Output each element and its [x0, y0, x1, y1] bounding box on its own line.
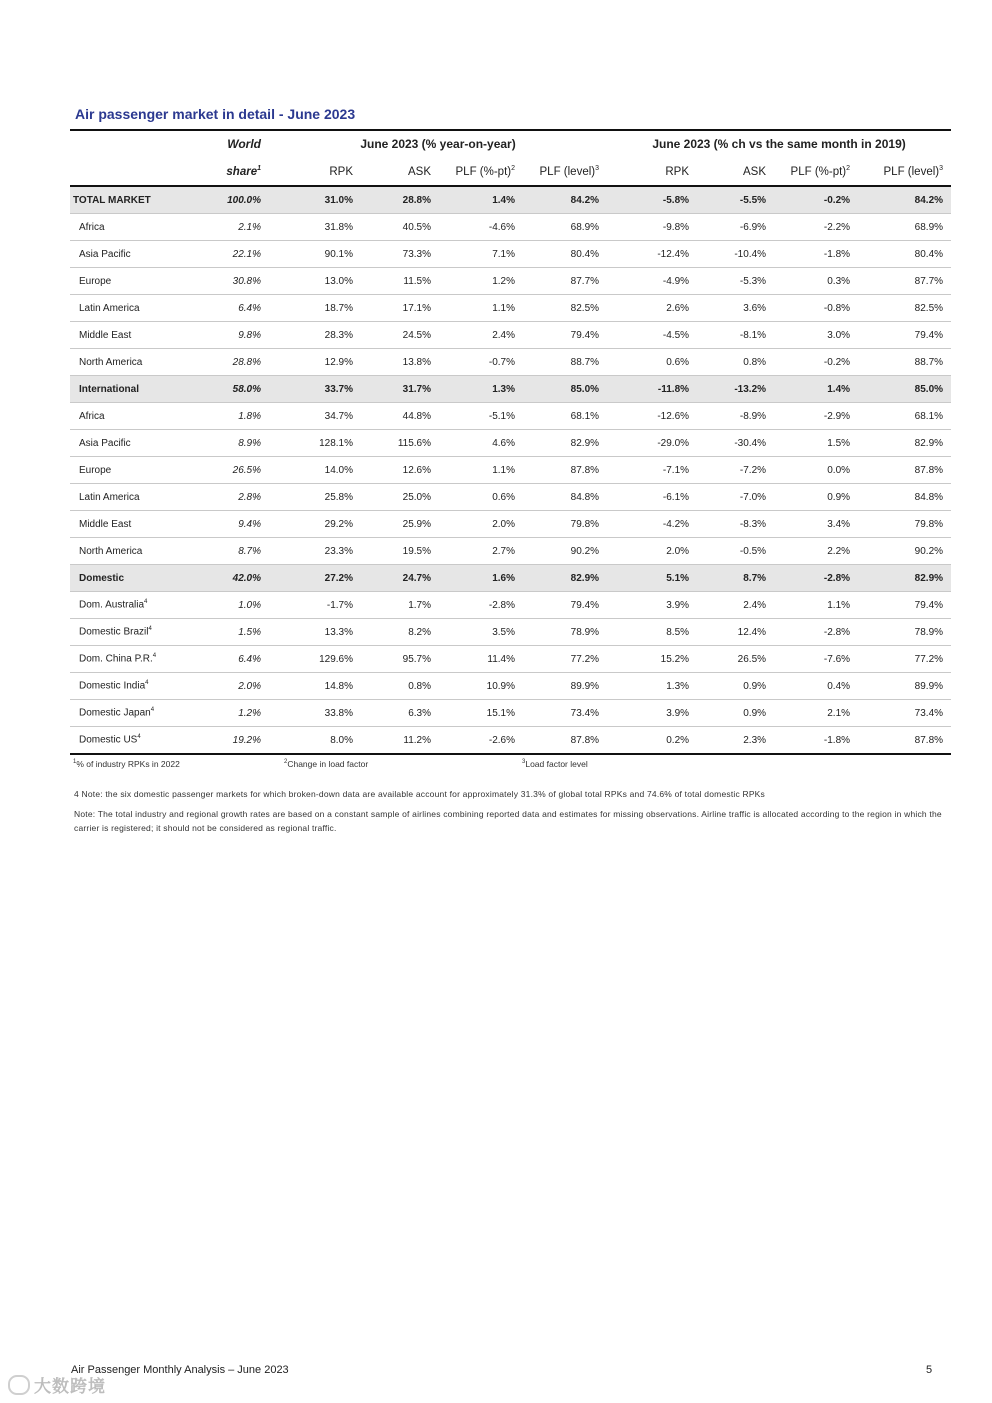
value-cell: 33.7% — [269, 376, 361, 403]
column-header: RPK — [607, 157, 697, 186]
value-cell: 17.1% — [361, 295, 439, 322]
value-cell: 23.3% — [269, 538, 361, 565]
value-cell: -2.9% — [774, 403, 858, 430]
header-world-share-line1: World — [204, 130, 269, 157]
value-cell: -12.4% — [607, 241, 697, 268]
value-cell: -6.1% — [607, 484, 697, 511]
value-cell: 79.8% — [523, 511, 607, 538]
value-cell: 0.6% — [439, 484, 523, 511]
value-cell: -12.6% — [607, 403, 697, 430]
value-cell: 87.8% — [858, 457, 951, 484]
value-cell: 2.0% — [439, 511, 523, 538]
value-cell: 5.1% — [607, 565, 697, 592]
row-label: Europe — [70, 268, 204, 295]
value-cell: 82.9% — [523, 565, 607, 592]
value-cell: 1.1% — [439, 457, 523, 484]
row-label: Middle East — [70, 322, 204, 349]
value-cell: 73.4% — [858, 700, 951, 727]
table-row — [70, 511, 951, 538]
value-cell: 28.3% — [269, 322, 361, 349]
value-cell: 31.7% — [361, 376, 439, 403]
value-cell: -4.9% — [607, 268, 697, 295]
value-cell: -8.3% — [697, 511, 774, 538]
value-cell: 15.1% — [439, 700, 523, 727]
value-cell: 88.7% — [858, 349, 951, 376]
value-cell: -4.2% — [607, 511, 697, 538]
column-header: PLF $(\%-pt)^2$ — [439, 157, 523, 186]
value-cell: 12.6% — [361, 457, 439, 484]
value-cell: 1.5% — [774, 430, 858, 457]
table-row — [70, 565, 951, 592]
value-cell: 90.2% — [858, 538, 951, 565]
world-share-cell: 6.4% — [204, 646, 269, 673]
value-cell: 1.3% — [439, 376, 523, 403]
row-label: Domestic $US^4$ — [70, 727, 204, 755]
value-cell: 8.2% — [361, 619, 439, 646]
value-cell: 25.9% — [361, 511, 439, 538]
table-row — [70, 619, 951, 646]
value-cell: -0.5% — [697, 538, 774, 565]
world-share-cell: 28.8% — [204, 349, 269, 376]
value-cell: 79.4% — [858, 592, 951, 619]
value-cell: 0.4% — [774, 673, 858, 700]
header-world-share-line2: share$^1$ — [204, 157, 269, 186]
value-cell: 79.4% — [858, 322, 951, 349]
row-label: Dom. Australia$^4$ — [70, 592, 204, 619]
value-cell: 1.3% — [607, 673, 697, 700]
value-cell: 8.7% — [697, 565, 774, 592]
value-cell: 84.2% — [858, 186, 951, 214]
value-cell: -0.2% — [774, 349, 858, 376]
world-share-cell: 8.9% — [204, 430, 269, 457]
value-cell: -11.8% — [607, 376, 697, 403]
world-share-cell: 26.5% — [204, 457, 269, 484]
value-cell: 87.8% — [523, 457, 607, 484]
row-label: Africa — [70, 403, 204, 430]
table-row — [70, 403, 951, 430]
table-row — [70, 727, 951, 755]
value-cell: 80.4% — [858, 241, 951, 268]
value-cell: 29.2% — [269, 511, 361, 538]
value-cell: -1.8% — [774, 727, 858, 755]
value-cell: 82.9% — [523, 430, 607, 457]
air-passenger-table — [70, 129, 951, 755]
column-header: ASK — [361, 157, 439, 186]
header-row-columns — [70, 157, 951, 186]
value-cell: 73.4% — [523, 700, 607, 727]
value-cell: 11.4% — [439, 646, 523, 673]
value-cell: 73.3% — [361, 241, 439, 268]
table-row — [70, 322, 951, 349]
value-cell: 3.9% — [607, 700, 697, 727]
table-row — [70, 376, 951, 403]
value-cell: 82.9% — [858, 565, 951, 592]
value-cell: 13.0% — [269, 268, 361, 295]
value-cell: -30.4% — [697, 430, 774, 457]
value-cell: -5.8% — [607, 186, 697, 214]
world-share-cell: 6.4% — [204, 295, 269, 322]
world-share-cell: 42.0% — [204, 565, 269, 592]
watermark-logo-icon — [8, 1375, 30, 1395]
value-cell: 77.2% — [858, 646, 951, 673]
value-cell: -6.9% — [697, 214, 774, 241]
value-cell: 1.4% — [774, 376, 858, 403]
world-share-cell: 2.0% — [204, 673, 269, 700]
world-share-cell: 1.0% — [204, 592, 269, 619]
row-label: Asia Pacific — [70, 241, 204, 268]
value-cell: -10.4% — [697, 241, 774, 268]
value-cell: 13.8% — [361, 349, 439, 376]
header-row-groups — [70, 130, 951, 157]
value-cell: -7.2% — [697, 457, 774, 484]
row-label: Latin America — [70, 484, 204, 511]
value-cell: 8.5% — [607, 619, 697, 646]
value-cell: 1.6% — [439, 565, 523, 592]
table-row — [70, 646, 951, 673]
table-row — [70, 700, 951, 727]
value-cell: 87.8% — [523, 727, 607, 755]
value-cell: 0.9% — [774, 484, 858, 511]
world-share-cell: 22.1% — [204, 241, 269, 268]
value-cell: 115.6% — [361, 430, 439, 457]
table-row — [70, 484, 951, 511]
value-cell: 19.5% — [361, 538, 439, 565]
row-label: Domestic Japan$^4$ — [70, 700, 204, 727]
value-cell: -4.6% — [439, 214, 523, 241]
table-title: Air passenger market in detail - June 2023 — [75, 106, 356, 122]
value-cell: 40.5% — [361, 214, 439, 241]
value-cell: 0.8% — [361, 673, 439, 700]
table-row — [70, 241, 951, 268]
value-cell: 90.1% — [269, 241, 361, 268]
column-header: PLF (level)$^3$ — [523, 157, 607, 186]
world-share-cell: 2.1% — [204, 214, 269, 241]
value-cell: 0.2% — [607, 727, 697, 755]
header-group-vs-2019: June 2023 (% ch vs the same month in 2019) — [607, 130, 951, 157]
value-cell: 10.9% — [439, 673, 523, 700]
value-cell: -5.1% — [439, 403, 523, 430]
value-cell: 11.5% — [361, 268, 439, 295]
value-cell: 129.6% — [269, 646, 361, 673]
value-cell: 6.3% — [361, 700, 439, 727]
value-cell: 14.8% — [269, 673, 361, 700]
value-cell: -7.1% — [607, 457, 697, 484]
value-cell: 0.8% — [697, 349, 774, 376]
value-cell: 24.7% — [361, 565, 439, 592]
column-header: PLF (level)$^3$ — [858, 157, 951, 186]
row-label: Asia Pacific — [70, 430, 204, 457]
value-cell: 88.7% — [523, 349, 607, 376]
value-cell: -2.2% — [774, 214, 858, 241]
value-cell: 0.0% — [774, 457, 858, 484]
value-cell: 3.6% — [697, 295, 774, 322]
value-cell: 2.0% — [607, 538, 697, 565]
row-label: North America — [70, 538, 204, 565]
value-cell: 95.7% — [361, 646, 439, 673]
value-cell: 2.4% — [439, 322, 523, 349]
value-cell: 85.0% — [858, 376, 951, 403]
value-cell: -8.1% — [697, 322, 774, 349]
value-cell: 7.1% — [439, 241, 523, 268]
value-cell: -29.0% — [607, 430, 697, 457]
row-label: International — [70, 376, 204, 403]
value-cell: 90.2% — [523, 538, 607, 565]
value-cell: -2.6% — [439, 727, 523, 755]
value-cell: 3.5% — [439, 619, 523, 646]
footnote-3: $^3$Load factor level — [522, 759, 588, 769]
value-cell: 79.4% — [523, 322, 607, 349]
world-share-cell: 2.8% — [204, 484, 269, 511]
value-cell: 85.0% — [523, 376, 607, 403]
value-cell: 84.8% — [523, 484, 607, 511]
row-label: Domestic Brazil$^4$ — [70, 619, 204, 646]
world-share-cell: 1.5% — [204, 619, 269, 646]
column-header: ASK — [697, 157, 774, 186]
value-cell: 68.9% — [858, 214, 951, 241]
value-cell: 31.0% — [269, 186, 361, 214]
value-cell: 26.5% — [697, 646, 774, 673]
value-cell: 3.0% — [774, 322, 858, 349]
table-row — [70, 538, 951, 565]
value-cell: 25.8% — [269, 484, 361, 511]
table-row — [70, 268, 951, 295]
row-label: Latin America — [70, 295, 204, 322]
value-cell: 1.1% — [439, 295, 523, 322]
value-cell: 1.4% — [439, 186, 523, 214]
value-cell: 31.8% — [269, 214, 361, 241]
row-label: Africa — [70, 214, 204, 241]
row-label: TOTAL MARKET — [70, 186, 204, 214]
value-cell: -8.9% — [697, 403, 774, 430]
value-cell: 128.1% — [269, 430, 361, 457]
value-cell: 1.2% — [439, 268, 523, 295]
value-cell: 84.2% — [523, 186, 607, 214]
value-cell: 0.6% — [607, 349, 697, 376]
column-header: PLF $(\%-pt)^2$ — [774, 157, 858, 186]
header-group-yoy: June 2023 (% year-on-year) — [269, 130, 607, 157]
value-cell: -9.8% — [607, 214, 697, 241]
value-cell: 82.5% — [523, 295, 607, 322]
world-share-cell: 19.2% — [204, 727, 269, 755]
value-cell: 33.8% — [269, 700, 361, 727]
value-cell: 89.9% — [858, 673, 951, 700]
value-cell: 2.2% — [774, 538, 858, 565]
value-cell: 24.5% — [361, 322, 439, 349]
value-cell: 89.9% — [523, 673, 607, 700]
row-label: Middle East — [70, 511, 204, 538]
table-row — [70, 430, 951, 457]
table-row — [70, 592, 951, 619]
table-row — [70, 349, 951, 376]
value-cell: 0.9% — [697, 673, 774, 700]
value-cell: 84.8% — [858, 484, 951, 511]
header-empty — [70, 157, 204, 186]
value-cell: 2.3% — [697, 727, 774, 755]
value-cell: 2.1% — [774, 700, 858, 727]
table-row — [70, 457, 951, 484]
value-cell: 2.4% — [697, 592, 774, 619]
value-cell: 79.4% — [523, 592, 607, 619]
table-row — [70, 186, 951, 214]
footnote-1: $^1$% of industry RPKs in 2022 — [73, 759, 180, 769]
value-cell: 12.4% — [697, 619, 774, 646]
world-share-cell: 58.0% — [204, 376, 269, 403]
value-cell: 1.1% — [774, 592, 858, 619]
world-share-cell: 1.8% — [204, 403, 269, 430]
value-cell: 3.4% — [774, 511, 858, 538]
value-cell: -0.8% — [774, 295, 858, 322]
value-cell: 82.5% — [858, 295, 951, 322]
value-cell: -13.2% — [697, 376, 774, 403]
value-cell: 68.1% — [523, 403, 607, 430]
value-cell: 8.0% — [269, 727, 361, 755]
value-cell: -2.8% — [774, 565, 858, 592]
value-cell: 28.8% — [361, 186, 439, 214]
value-cell: 1.7% — [361, 592, 439, 619]
value-cell: 2.6% — [607, 295, 697, 322]
value-cell: -7.0% — [697, 484, 774, 511]
value-cell: 4.6% — [439, 430, 523, 457]
value-cell: -2.8% — [439, 592, 523, 619]
value-cell: 18.7% — [269, 295, 361, 322]
value-cell: -1.8% — [774, 241, 858, 268]
note-general: Note: The total industry and regional growth rates are based on a constant sample of airlines combining reported data and estimates for missing observations. Airline traffic is allocated according to the region in which the carrier is registered; it should not be considered as regional traffic. — [74, 809, 942, 833]
value-cell: 15.2% — [607, 646, 697, 673]
row-label: Europe — [70, 457, 204, 484]
value-cell: 87.8% — [858, 727, 951, 755]
value-cell: 34.7% — [269, 403, 361, 430]
row-label: Domestic India$^4$ — [70, 673, 204, 700]
value-cell: -5.3% — [697, 268, 774, 295]
value-cell: -1.7% — [269, 592, 361, 619]
table-row — [70, 673, 951, 700]
value-cell: -2.8% — [774, 619, 858, 646]
value-cell: 13.3% — [269, 619, 361, 646]
value-cell: -0.2% — [774, 186, 858, 214]
row-label: Dom. China P.R.$^4$ — [70, 646, 204, 673]
table-body — [70, 186, 951, 754]
value-cell: 27.2% — [269, 565, 361, 592]
world-share-cell: 100.0% — [204, 186, 269, 214]
note-4: 4 Note: the six domestic passenger markets for which broken-down data are available account for approximately 31.3% of global total RPKs and 74.6% of total domestic RPKs — [74, 789, 766, 799]
value-cell: 11.2% — [361, 727, 439, 755]
value-cell: -7.6% — [774, 646, 858, 673]
value-cell: 0.3% — [774, 268, 858, 295]
value-cell: 82.9% — [858, 430, 951, 457]
world-share-cell: 30.8% — [204, 268, 269, 295]
world-share-cell: 9.8% — [204, 322, 269, 349]
footer-title: Air Passenger Monthly Analysis – June 2023 — [71, 1364, 289, 1376]
value-cell: -5.5% — [697, 186, 774, 214]
value-cell: 68.9% — [523, 214, 607, 241]
value-cell: 78.9% — [858, 619, 951, 646]
value-cell: 3.9% — [607, 592, 697, 619]
page-number: 5 — [926, 1364, 933, 1376]
value-cell: 14.0% — [269, 457, 361, 484]
world-share-cell: 9.4% — [204, 511, 269, 538]
value-cell: 80.4% — [523, 241, 607, 268]
value-cell: -0.7% — [439, 349, 523, 376]
row-label: Domestic — [70, 565, 204, 592]
column-header: RPK — [269, 157, 361, 186]
table-row — [70, 214, 951, 241]
value-cell: 87.7% — [858, 268, 951, 295]
value-cell: 44.8% — [361, 403, 439, 430]
value-cell: -4.5% — [607, 322, 697, 349]
world-share-cell: 1.2% — [204, 700, 269, 727]
value-cell: 25.0% — [361, 484, 439, 511]
value-cell: 68.1% — [858, 403, 951, 430]
world-share-cell: 8.7% — [204, 538, 269, 565]
footnote-2: $^2$Change in load factor — [284, 759, 369, 769]
value-cell: 0.9% — [697, 700, 774, 727]
value-cell: 2.7% — [439, 538, 523, 565]
value-cell: 77.2% — [523, 646, 607, 673]
value-cell: 12.9% — [269, 349, 361, 376]
value-cell: 87.7% — [523, 268, 607, 295]
watermark: 大数跨境 — [8, 1372, 106, 1397]
row-label: North America — [70, 349, 204, 376]
header-empty — [70, 130, 204, 157]
value-cell: 78.9% — [523, 619, 607, 646]
value-cell: 79.8% — [858, 511, 951, 538]
table-row — [70, 295, 951, 322]
